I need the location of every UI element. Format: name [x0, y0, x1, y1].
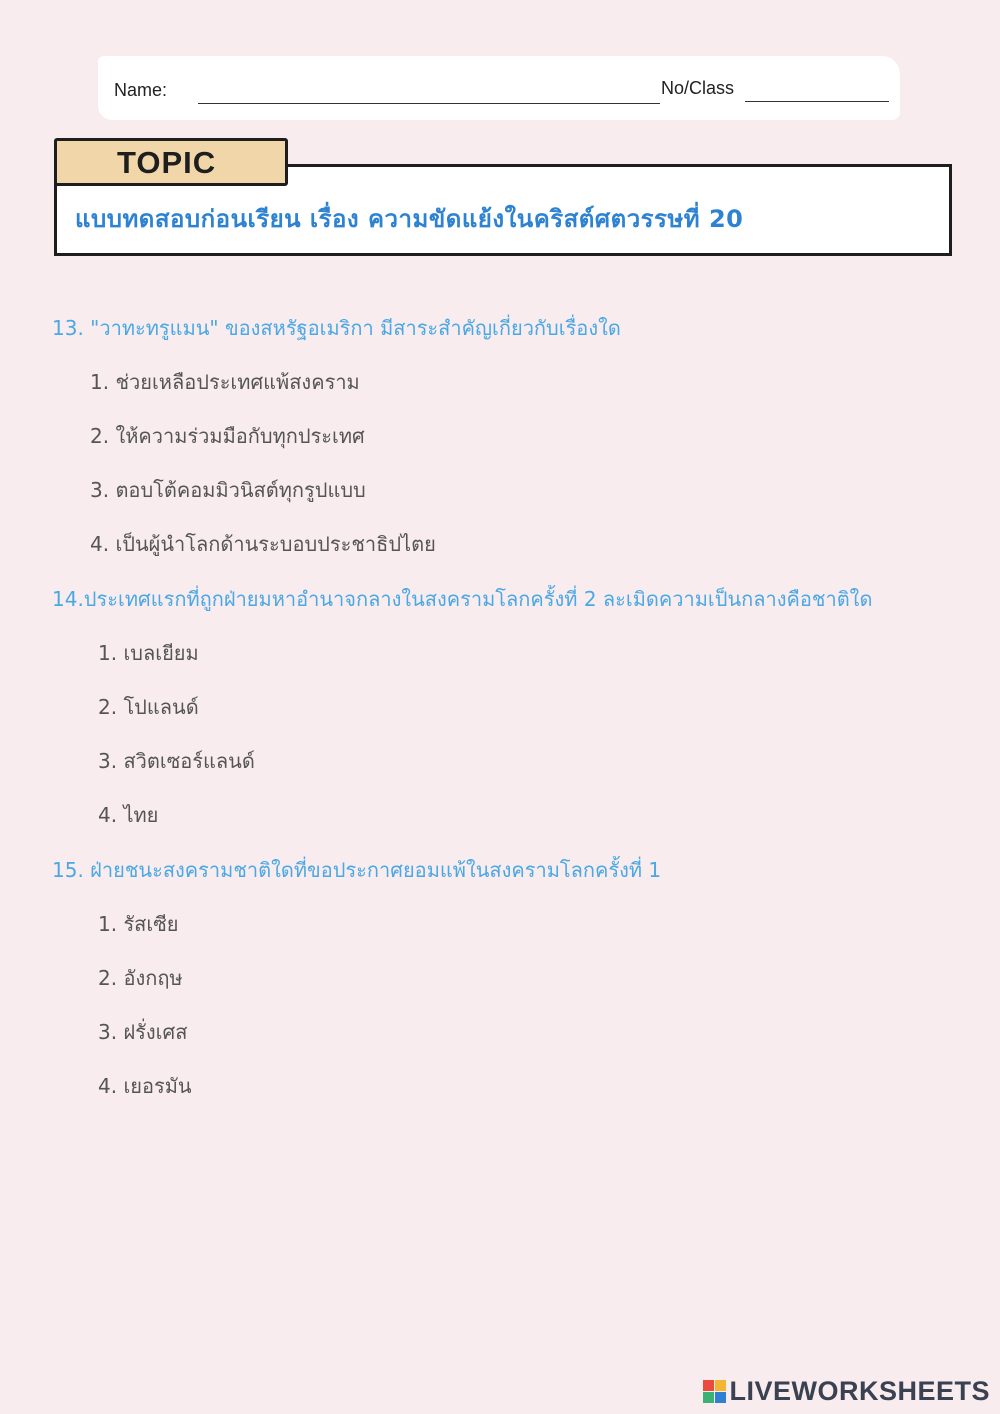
name-label: Name: [114, 80, 168, 100]
logo-square-yellow [715, 1380, 726, 1391]
worksheet-title: แบบทดสอบก่อนเรียน เรื่อง ความขัดแย้งในคริสต์ศตวรรษที่ 20 [75, 205, 744, 233]
q15-option-2[interactable]: 2. อังกฤษ [98, 966, 183, 990]
q15-option-4[interactable]: 4. เยอรมัน [98, 1074, 192, 1098]
q15-option-1[interactable]: 1. รัสเซีย [98, 912, 179, 936]
question-15: 15. ฝ่ายชนะสงครามชาติใดที่ขอประกาศยอมแพ้ในสงครามโลกครั้งที่ 1 [52, 858, 662, 882]
question-13: 13. "วาทะทรูแมน" ของสหรัฐอเมริกา มีสาระสำคัญเกี่ยวกับเรื่องใด [52, 316, 621, 340]
name-class-strip [98, 56, 900, 120]
question-14: 14.ประเทศแรกที่ถูกฝ่ายมหาอำนาจกลางในสงครามโลกครั้งที่ 2 ละเมิดความเป็นกลางคือชาติใด [52, 587, 873, 611]
logo-square-blue [715, 1392, 726, 1403]
topic-label: TOPIC [117, 145, 217, 180]
logo-square-red [703, 1380, 714, 1391]
q15-option-3[interactable]: 3. ฝรั่งเศส [98, 1020, 188, 1044]
brand-name: LIVEWORKSHEETS [729, 1376, 990, 1406]
liveworksheets-logo [703, 1376, 990, 1407]
class-field-line[interactable] [745, 101, 889, 102]
q13-option-3[interactable]: 3. ตอบโต้คอมมิวนิสต์ทุกรูปแบบ [90, 478, 366, 502]
q13-option-2[interactable]: 2. ให้ความร่วมมือกับทุกประเทศ [90, 424, 365, 448]
q14-option-4[interactable]: 4. ไทย [98, 803, 159, 827]
q14-option-3[interactable]: 3. สวิตเซอร์แลนด์ [98, 749, 255, 773]
topic-tab [54, 138, 288, 186]
q13-option-1[interactable]: 1. ช่วยเหลือประเทศแพ้สงคราม [90, 370, 360, 394]
q14-option-2[interactable]: 2. โปแลนด์ [98, 695, 199, 719]
logo-mark-icon [703, 1380, 726, 1403]
class-label: No/Class [661, 78, 735, 98]
q13-option-4[interactable]: 4. เป็นผู้นำโลกด้านระบอบประชาธิปไตย [90, 532, 436, 556]
q14-option-1[interactable]: 1. เบลเยียม [98, 641, 199, 665]
name-field-line[interactable] [198, 103, 660, 104]
logo-square-green [703, 1392, 714, 1403]
